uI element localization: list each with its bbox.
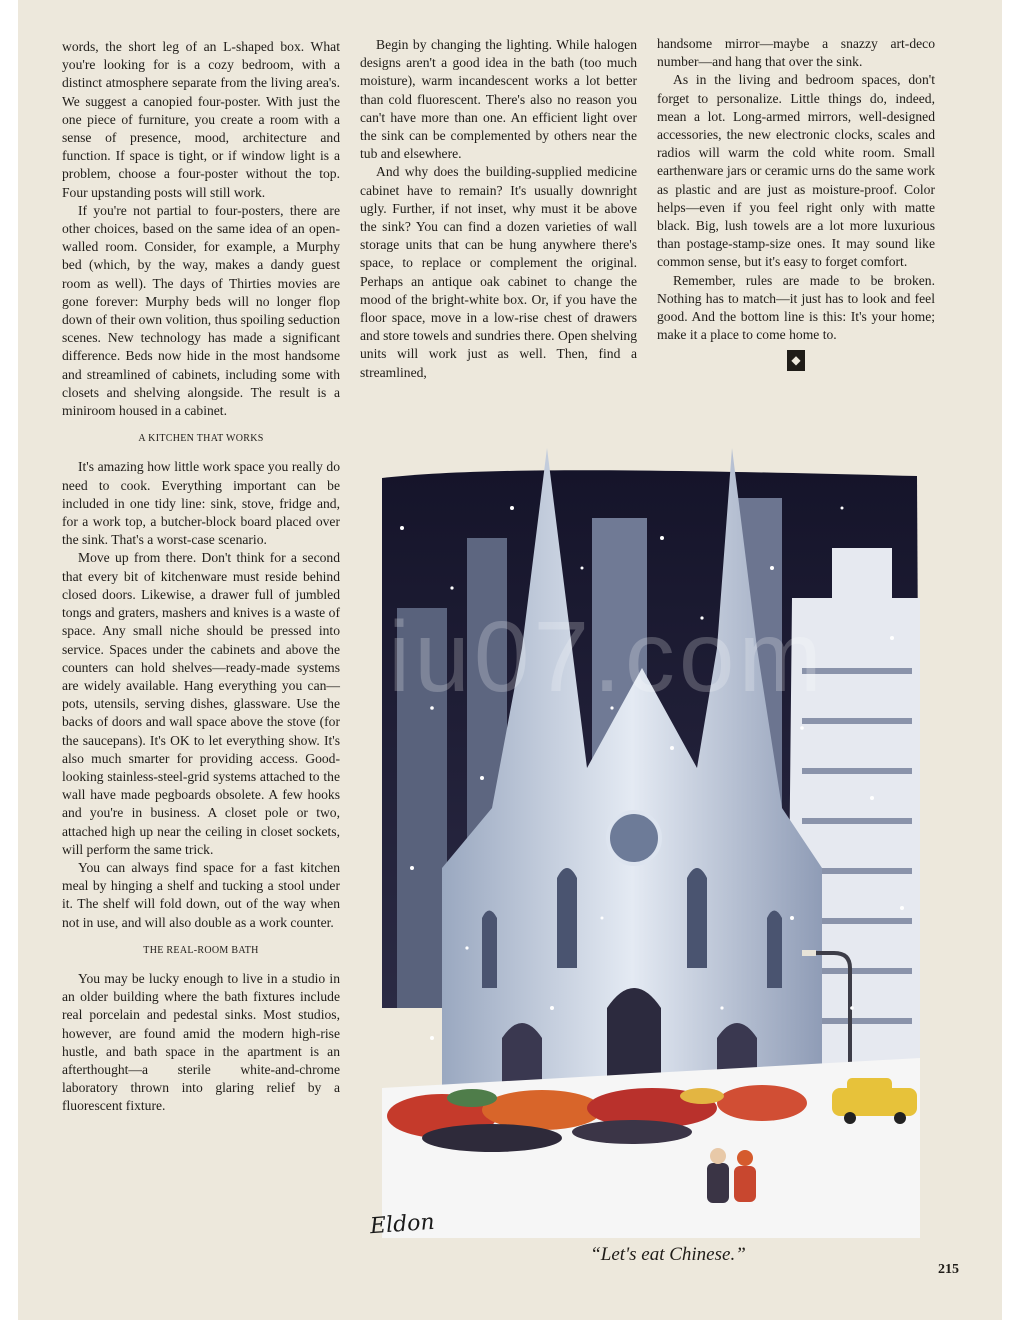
watermark: iu07.com (388, 601, 826, 713)
article-column-3 (657, 35, 935, 371)
section-heading: A KITCHEN THAT WORKS (138, 433, 264, 445)
paragraph: You may be lucky enough to live in a studio in an older building where the bath fixtures include real porcelain and pedestal sinks. Most studios, however, are found amid the modern high-rise hustle, and bath space in the apartment is an afterthought—a sterile white-and-chrome laboratory thrown into glaring relief by a fluorescent fixture. (62, 970, 340, 1114)
skyscraper (397, 608, 447, 1008)
paragraph: As in the living and bedroom spaces, don't forget to personalize. Little things do, indeed, mean a lot. Long-armed mirrors, well-designed accessories, the new electronic clocks, scales and radios will warm the cold white room. Small earthenware jars or ceramic urns do the same work as plastic and are just as moisture-proof. Color helps—even if you feel right only with matte black. Big, lush towels are a lot more luxurious than postage-stamp-size ones. It may sound like common sense, but it's easy to forget comfort. (657, 72, 935, 270)
paragraph: If you're not partial to four-posters, there are other choices, based on the same idea of an open-walled room. Consider, for example, a Murphy bed (which, by the way, makes a dandy guest room as well). The days of Thirties movies are gone forever: Murphy beds will no longer flop down of their own volition, thus spoiling seduction scenes. New technology has made a significant difference. Beds now hide in the most handsome and streamlined of cabinets, including some with closets and shelving alongside. The result is a miniroom housed in a cabinet. (62, 202, 340, 419)
paragraph: You can always find space for a fast kitchen meal by hinging a shelf and tucking a stool under it. The shelf will fold down, out of the way when not in use, and will also double as a work counter. (62, 859, 340, 930)
paragraph: Move up from there. Don't think for a second that every bit of kitchenware must reside behind closed doors. Likewise, a drawer full of jumbled tongs and graters, mashers and knives is a waste of space. Any small niche should be pressed into service. Spaces under the cabinets and above the counters can hold shelves—ready-made systems are widely available. Hang everything you can—pots, utensils, serving dishes, glassware. Use the backs of doors and wall space above the stove (for the saucepans). It's OK to let everything show. It's also much smarter for providing access. Good-looking stainless-steel-grid systems attached to the wall have made pegboards obsolete. A few hooks and you're in business. A closet pole or two, attached high up near the ceiling in closet sockets, will perform the same trick. (62, 550, 340, 857)
rabbit-head-icon: ◆ (787, 350, 805, 371)
article-column-2 (360, 36, 637, 382)
paragraph: It's amazing how little work space you really do need to cook. Everything important can be included in one tidy line: sink, stove, fridge and, for a work top, a butcher-block board placed over the sink. That's a worst-case scenario. (62, 459, 340, 548)
paragraph: handsome mirror—maybe a snazzy art-deco number—and hang that over the sink. (657, 36, 935, 70)
cathedral-illustration (372, 448, 927, 1238)
paragraph: Begin by changing the lighting. While halogen designs aren't a good idea in the bath (too much moisture), warm incandescent works a lot better than cold fluorescent. There's also no reason you can't have more than one. An efficient light over the sink can be complemented by others near the tub and elsewhere. (360, 37, 637, 162)
article-column-1 (62, 38, 340, 1116)
magazine-page (18, 0, 1002, 1320)
paragraph: Remember, rules are made to be broken. Nothing has to match—it just has to look and feel good. And the bottom line is this: It's your home; make it a place to come home to. (657, 272, 935, 343)
section-heading: THE REAL-ROOM BATH (143, 944, 259, 956)
paragraph: And why does the building-supplied medicine cabinet have to remain? It's usually downright ugly. Further, if not inset, why must it be above the sink? You can find a dozen varieties of wall storage units that can be hung anywhere there's space, to replace or complement the original. Perhaps an antique oak cabinet to change the mood of the bright-white box. Or, if you have the floor space, move in a low-rise chest of drawers and store towels and sundries there. Open shelving units will work just as well. Then, find a streamlined, (360, 164, 637, 380)
rose-window (608, 812, 660, 864)
page-number: 215 (938, 1262, 959, 1277)
paragraph: words, the short leg of an L-shaped box. What you're looking for is a cozy bedroom, with a distinct atmosphere separate from the living area's. We suggest a canopied four-poster. With just the one piece of furniture, you create a room with a sense of presence, mood, architecture and function. If space is tight, or if window light is a problem, choose a four-poster without the top. Four upstanding posts will still work. (62, 39, 340, 200)
artist-signature: Eldon (369, 1209, 436, 1240)
cartoon-caption: “Let's eat Chinese.” (590, 1244, 746, 1265)
